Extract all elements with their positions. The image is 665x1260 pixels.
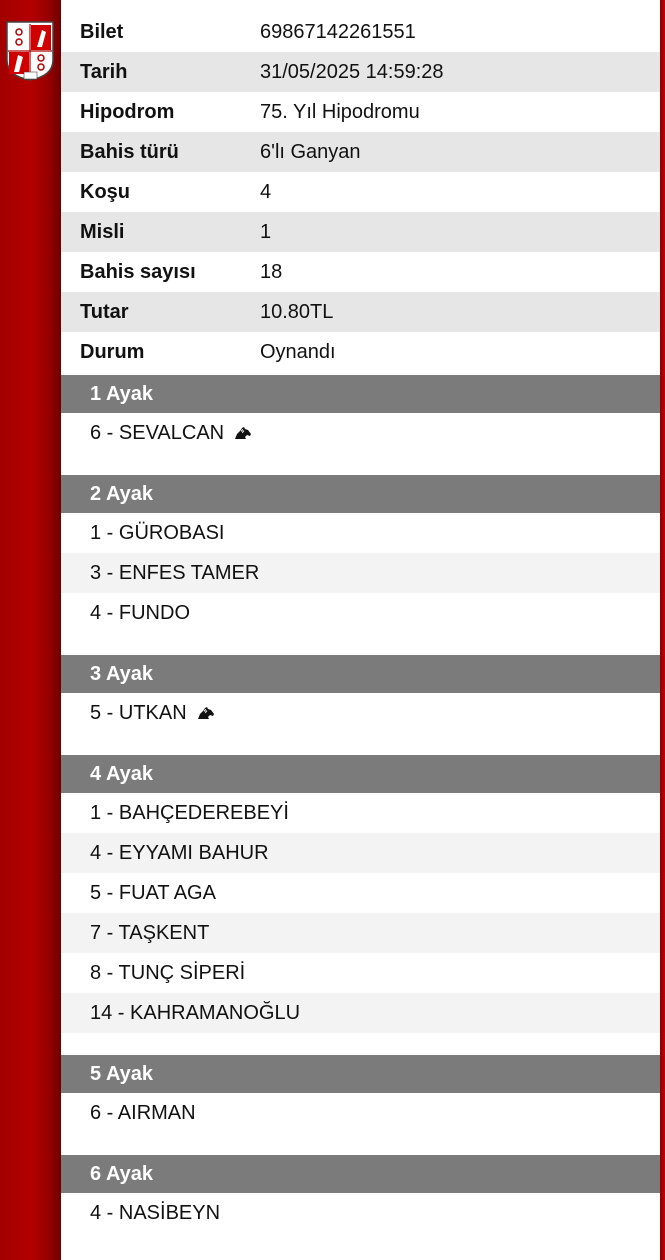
info-row-bahis-turu <box>61 132 660 172</box>
ticket-info-table <box>61 12 660 372</box>
leg-block <box>61 655 660 733</box>
info-label: Bahis sayısı <box>80 260 196 283</box>
horse-name: 1 - GÜROBASI <box>90 521 225 544</box>
horse-name: 5 - FUAT AGA <box>90 881 216 904</box>
horse-name: 8 - TUNÇ SİPERİ <box>90 961 246 984</box>
horse-row <box>61 1093 660 1133</box>
info-label: Tutar <box>80 300 129 323</box>
horse-name: 6 - AIRMAN <box>90 1101 196 1124</box>
info-label: Misli <box>80 220 125 243</box>
leg-header: 4 Ayak <box>61 755 660 793</box>
horse-name: 4 - EYYAMI BAHUR <box>90 841 269 864</box>
horse-row <box>61 513 660 553</box>
horse-row <box>61 953 660 993</box>
info-value: 6'lı Ganyan <box>260 140 361 163</box>
info-label: Hipodrom <box>80 100 175 123</box>
info-value: 75. Yıl Hipodromu <box>260 100 420 123</box>
horse-name: 4 - FUNDO <box>90 601 190 624</box>
leg-header: 5 Ayak <box>61 1055 660 1093</box>
leg-block <box>61 375 660 453</box>
info-label: Bahis türü <box>80 140 179 163</box>
info-label: Tarih <box>80 60 128 83</box>
club-logo <box>4 20 56 82</box>
horse-row <box>61 993 660 1033</box>
horse-row <box>61 1193 660 1233</box>
leg-block <box>61 475 660 633</box>
right-edge <box>660 0 665 1260</box>
info-row-kosu <box>61 172 660 212</box>
horse-row <box>61 873 660 913</box>
horse-name: 7 - TAŞKENT <box>90 921 210 944</box>
horse-row <box>61 593 660 633</box>
info-label: Bilet <box>80 20 124 43</box>
info-value: 10.80TL <box>260 300 334 323</box>
leg-block <box>61 755 660 1033</box>
horse-head-icon <box>234 426 252 440</box>
ticket-detail-panel <box>61 0 660 1260</box>
info-row-misli <box>61 212 660 252</box>
sidebar <box>0 0 61 1260</box>
horse-name: 14 - KAHRAMANOĞLU <box>90 1001 301 1024</box>
leg-header: 6 Ayak <box>61 1155 660 1193</box>
leg-header: 3 Ayak <box>61 655 660 693</box>
horse-row <box>61 913 660 953</box>
info-label: Durum <box>80 340 145 363</box>
leg-block <box>61 1155 660 1233</box>
horse-row <box>61 693 660 733</box>
info-row-durum <box>61 332 660 372</box>
info-label: Koşu <box>80 180 130 203</box>
horse-head-icon <box>197 706 215 720</box>
info-row-bahis-sayisi <box>61 252 660 292</box>
horse-row <box>61 413 660 453</box>
info-value: 31/05/2025 14:59:28 <box>260 60 444 83</box>
horse-row <box>61 553 660 593</box>
info-value: 69867142261551 <box>260 20 416 43</box>
info-value: Oynandı <box>260 340 336 363</box>
horse-name: 6 - SEVALCAN <box>90 421 225 444</box>
leg-header: 1 Ayak <box>61 375 660 413</box>
leg-block <box>61 1055 660 1133</box>
info-value: 4 <box>260 180 272 203</box>
info-row-tutar <box>61 292 660 332</box>
horse-name: 3 - ENFES TAMER <box>90 561 260 584</box>
horse-name: 1 - BAHÇEDEREBEYİ <box>90 801 289 824</box>
horse-row <box>61 833 660 873</box>
info-row-bilet <box>61 12 660 52</box>
leg-header: 2 Ayak <box>61 475 660 513</box>
info-value: 18 <box>260 260 283 283</box>
info-row-hipodrom <box>61 92 660 132</box>
horse-row <box>61 793 660 833</box>
horse-name: 4 - NASİBEYN <box>90 1201 221 1224</box>
info-row-tarih <box>61 52 660 92</box>
info-value: 1 <box>260 220 272 243</box>
horse-name: 5 - UTKAN <box>90 701 187 724</box>
